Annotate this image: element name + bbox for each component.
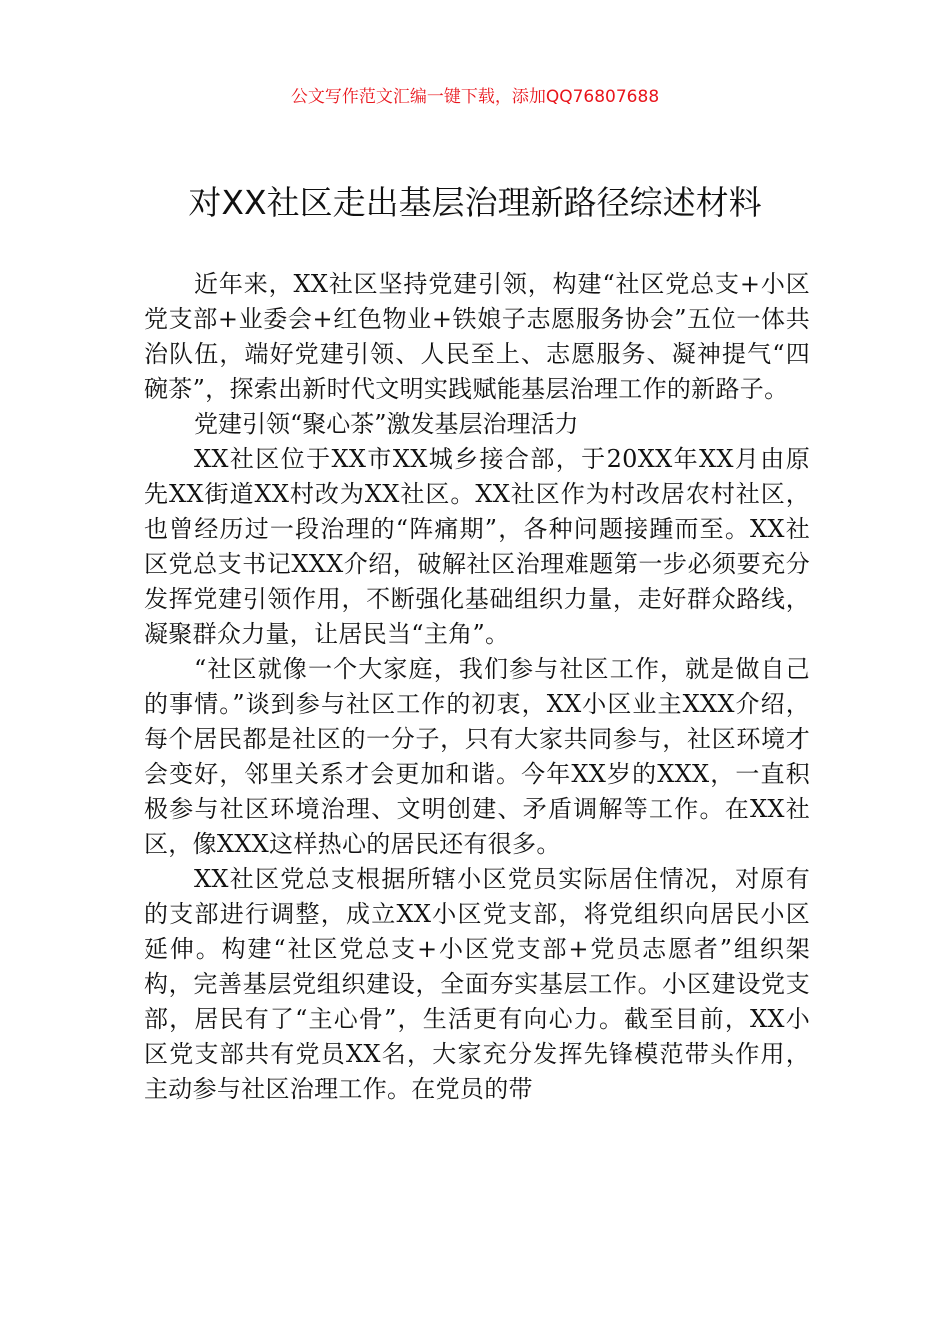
paragraph-intro: 近年来，XX社区坚持党建引领，构建“社区党总支+小区党支部+业委会+红色物业+铁娘子志愿服务协会”五位一体共治队伍，端好党建引领、人民至上、志愿服务、凝神提气“四碗茶”，探索出新时代文明实践赋能基层治理工作的新路子。: [144, 270, 810, 403]
document-body: [144, 267, 810, 1107]
promo-banner: 公文写作范文汇编一键下载，添加QQ76807688: [290, 87, 660, 107]
paragraph-resident-quote: “社区就像一个大家庭，我们参与社区工作，就是做自己的事情。”谈到参与社区工作的初衷，XX小区业主XXX介绍，每个居民都是社区的一分子，只有大家共同参与，社区环境才会变好，邻里关系才会更加和谐。今年XX岁的XXX，一直积极参与社区环境治理、文明创建、矛盾调解等工作。在XX社区，像XXX这样热心的居民还有很多。: [144, 655, 810, 858]
paragraph-background: XX社区位于XX市XX城乡接合部，于20XX年XX月由原先XX街道XX村改为XX社区。XX社区作为村改居农村社区，也曾经历过一段治理的“阵痛期”，各种问题接踵而至。XX社区党总支书记XXX介绍，破解社区治理难题第一步必须要充分发挥党建引领作用，不断强化基础组织力量，走好群众路线，凝聚群众力量，让居民当“主角”。: [144, 445, 810, 648]
paragraph-party-branch: XX社区党总支根据所辖小区党员实际居住情况，对原有的支部进行调整，成立XX小区党支部，将党组织向居民小区延伸。构建“社区党总支+小区党支部+党员志愿者”组织架构，完善基层党组织建设，全面夯实基层工作。小区建设党支部，居民有了“主心骨”，生活更有向心力。截至目前，XX小区党支部共有党员XX名，大家充分发挥先锋模范带头作用，主动参与社区治理工作。在党员的带: [144, 865, 810, 1103]
section-heading: 党建引领“聚心茶”激发基层治理活力: [194, 410, 579, 438]
document-title: 对XX社区走出基层治理新路径综述材料: [188, 183, 762, 222]
